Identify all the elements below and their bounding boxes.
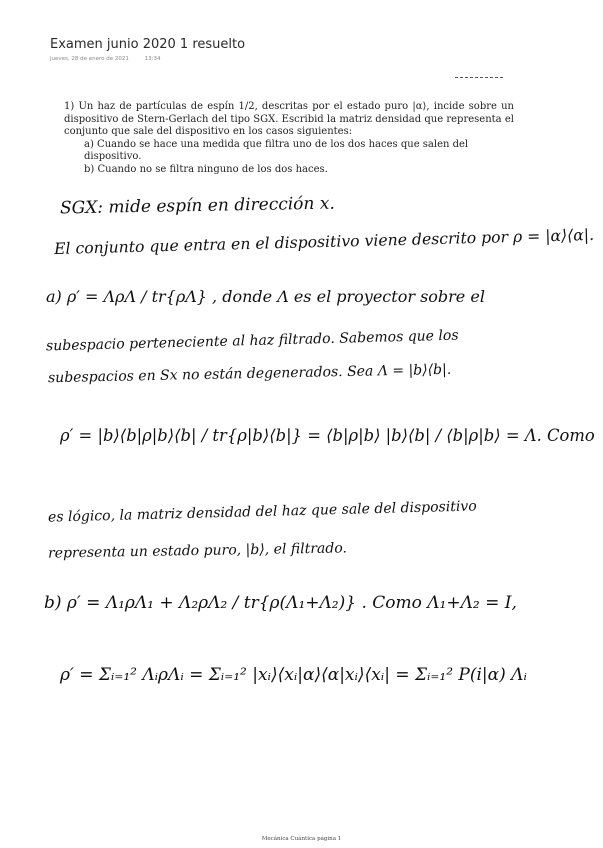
handwritten-line-4: subespacio perteneciente al haz filtrado. Sabemos que los <box>45 327 459 355</box>
page-footer: Mecánica Cuántica página 1 <box>261 836 342 842</box>
page-date: jueves, 28 de enero de 2021 <box>50 56 129 62</box>
page-time: 13:34 <box>144 56 161 62</box>
handwritten-line-5: subespacios en Sx no están degenerados. Sea Λ = |b⟩⟨b|. <box>47 361 452 387</box>
handwritten-line-8: representa un estado puro, |b⟩, el filtrado. <box>47 540 348 562</box>
handwritten-line-6: ρ′ = |b⟩⟨b|ρ|b⟩⟨b| / tr{ρ|b⟩⟨b|} = ⟨b|ρ|b⟩ |b⟩⟨b| / ⟨b|ρ|b⟩ = Λ. Como <box>60 426 595 445</box>
handwritten-line-1: SGX: mide espín en dirección x. <box>59 193 335 219</box>
handwritten-line-9: b) ρ′ = Λ₁ρΛ₁ + Λ₂ρΛ₂ / tr{ρ(Λ₁+Λ₂)} . Como Λ₁+Λ₂ = I, <box>44 593 517 613</box>
handwritten-line-2: El conjunto que entra en el dispositivo viene descrito por ρ = |α⟩⟨α|. <box>53 224 595 259</box>
handwritten-line-10: ρ′ = Σᵢ₌₁² ΛᵢρΛᵢ = Σᵢ₌₁² |xᵢ⟩⟨xᵢ|α⟩⟨α|xᵢ⟩⟨xᵢ| = Σᵢ₌₁² P(i|α) Λᵢ <box>60 665 527 685</box>
problem-option-a: a) Cuando se hace una medida que filtra uno de los dos haces que salen del dispositivo. <box>84 138 469 162</box>
handwritten-line-3: a) ρ′ = ΛρΛ / tr{ρΛ} , donde Λ es el proyector sobre el <box>46 287 485 306</box>
problem-option-b: b) Cuando no se filtra ninguno de los dos haces. <box>84 163 328 175</box>
corner-mark <box>455 77 503 81</box>
problem-statement <box>64 101 514 176</box>
page-meta <box>50 56 175 62</box>
problem-text: 1) Un haz de partículas de espín 1/2, descritas por el estado puro |α⟩, incide sobre un dispositivo de Stern-Gerlach del tipo SGX. Escribid la matriz densidad que representa el conjunto que sale del dispositivo en los casos siguientes: <box>64 101 514 137</box>
page-title: Examen junio 2020 1 resuelto <box>50 37 246 52</box>
handwritten-line-7: es lógico, la matriz densidad del haz que sale del dispositivo <box>47 498 477 526</box>
